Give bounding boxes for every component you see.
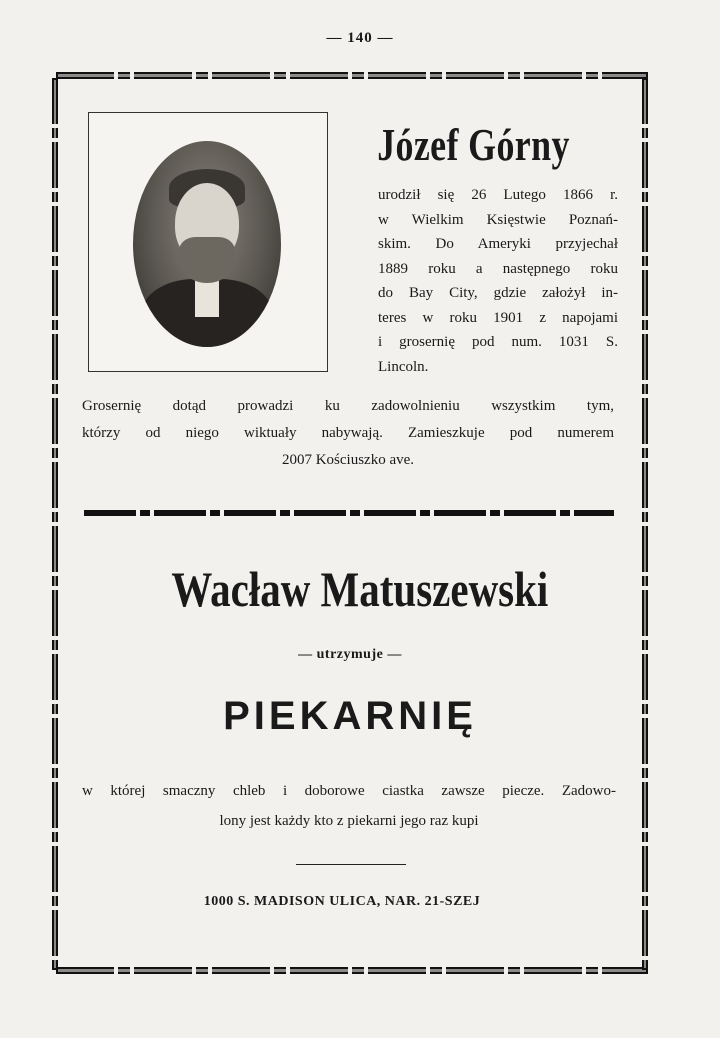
bio-side-line: urodził się 26 Lutego 1866 r. xyxy=(378,187,618,203)
border-left xyxy=(52,78,58,970)
ad-line: w której smaczny chleb i doborowe ciastka zawsze piecze. Zadowo- xyxy=(82,783,616,799)
matuszewski-name: Wacław Matuszewski xyxy=(171,561,549,617)
gorny-name-heading: Józef Górny xyxy=(377,119,570,170)
gorny-bio-bottom xyxy=(82,393,614,474)
section-divider xyxy=(84,510,614,516)
bio-bottom-line: Grosernię dotąd prowadzi ku zadowolnieniu wszystkim tym, xyxy=(82,398,614,414)
bio-bottom-line: którzy od niego wiktuały nabywają. Zamieszkuje pod numerem xyxy=(82,425,614,441)
portrait-frame xyxy=(88,112,328,372)
bio-side-line: Lincoln. xyxy=(378,358,429,375)
bio-side-line: teres w roku 1901 z napojami xyxy=(378,309,618,326)
maintains-label: — utrzymuje — xyxy=(298,647,402,662)
bakery-heading: PIEKARNIĘ xyxy=(223,694,477,738)
bio-side-line: do Bay City, gdzie założył in- xyxy=(378,285,618,301)
bio-side-line: i grosernię pod num. 1031 S. xyxy=(378,334,618,350)
portrait-photo xyxy=(133,141,281,347)
matuszewski-name-heading xyxy=(0,560,720,618)
gorny-bio-side xyxy=(378,183,618,379)
bakery-description xyxy=(82,776,616,836)
border-right xyxy=(642,78,648,970)
border-top xyxy=(56,72,648,79)
page-number: — 140 — xyxy=(326,30,394,46)
border-bottom xyxy=(56,967,648,974)
bio-side-line: skim. Do Ameryki przyjechał xyxy=(378,236,618,252)
ad-line: lony jest każdy kto z piekarni jego raz kupi xyxy=(219,813,479,829)
bakery-address: 1000 S. MADISON ULICA, NAR. 21-SZEJ xyxy=(203,894,481,909)
bio-bottom-line: 2007 Kościuszko ave. xyxy=(281,452,415,468)
bio-side-line: w Wielkim Księstwie Poznań- xyxy=(378,211,618,228)
short-rule xyxy=(296,864,406,865)
bio-side-line: 1889 roku a następnego roku xyxy=(378,260,618,277)
